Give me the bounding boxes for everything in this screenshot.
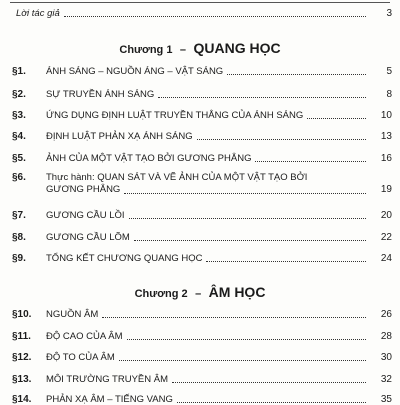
- chapter-heading-2: [0, 284, 400, 302]
- toc-entry[interactable]: [12, 210, 392, 221]
- toc-entry-number: §8.: [12, 232, 26, 243]
- dot-leader: [129, 217, 366, 219]
- toc-entry-page: 10: [380, 110, 392, 121]
- toc-entry-title: ĐỘ TO CỦA ÂM: [46, 352, 115, 363]
- toc-entry-preface[interactable]: [16, 8, 392, 19]
- toc-entry-title: SỰ TRUYỀN ÁNH SÁNG: [46, 89, 155, 100]
- toc-entry[interactable]: [12, 110, 392, 121]
- toc-entry-page: 26: [380, 309, 392, 320]
- toc-entry[interactable]: [12, 331, 392, 342]
- toc-entry[interactable]: [12, 89, 392, 100]
- chapter-label: Chương 2: [134, 288, 188, 300]
- toc-entry-number: §14.: [12, 394, 32, 405]
- toc-entry-page: 30: [380, 352, 392, 363]
- dot-leader: [206, 260, 366, 262]
- dot-leader: [227, 73, 366, 75]
- toc-entry-page: 35: [380, 394, 392, 405]
- toc-entry[interactable]: [12, 352, 392, 363]
- toc-entry-page: 3: [386, 8, 392, 19]
- toc-entry-title: ẢNH CỦA MỘT VẬT TẠO BỞI GƯƠNG PHẲNG: [46, 153, 252, 164]
- toc-entry-title-text: QUAN SÁT VÀ VẼ ẢNH CỦA MỘT VẬT TẠO BỞI: [97, 172, 308, 183]
- toc-entry-title: MÔI TRƯỜNG TRUYỀN ÂM: [46, 374, 168, 385]
- toc-entry-title: GƯƠNG CẦU LÕM: [46, 232, 130, 243]
- toc-entry[interactable]: [12, 131, 392, 142]
- toc-entry-title: PHẢN XẠ ÂM – TIẾNG VANG: [46, 394, 173, 405]
- dot-leader: [127, 338, 366, 340]
- toc-entry-number: §12.: [12, 352, 32, 363]
- toc-entry-page: 22: [380, 232, 392, 243]
- dot-leader: [255, 160, 366, 162]
- toc-entry-number: §11.: [12, 331, 31, 342]
- dot-leader: [172, 381, 366, 383]
- dot-leader: [102, 316, 366, 318]
- toc-entry[interactable]: [12, 374, 392, 385]
- toc-entry[interactable]: [12, 309, 392, 320]
- toc-entry-page: 24: [380, 253, 392, 264]
- toc-entry-page: 16: [380, 153, 392, 164]
- toc-entry-title: GƯƠNG CẦU LỒI: [46, 210, 125, 221]
- chapter-name: ÂM HỌC: [208, 284, 266, 300]
- toc-entry-title: ÁNH SÁNG – NGUỒN ÁNG – VẬT SÁNG: [46, 66, 224, 77]
- dot-leader: [307, 117, 366, 119]
- top-rule: [10, 2, 390, 3]
- toc-entry-number: §10.: [12, 309, 32, 320]
- toc-entry[interactable]: [12, 153, 392, 164]
- toc-entry-number: §7.: [12, 210, 26, 221]
- toc-entry-number: §3.: [12, 110, 26, 121]
- toc-entry-title-text: GƯƠNG PHẲNG: [46, 184, 121, 195]
- toc-entry-title: Lời tác giả: [16, 8, 60, 19]
- toc-entry-page: 32: [380, 374, 392, 385]
- chapter-heading-1: [0, 40, 400, 58]
- toc-entry-title-lead: Thực hành:: [46, 172, 95, 183]
- toc-entry[interactable]: [12, 66, 392, 77]
- toc-entry[interactable]: [12, 172, 392, 196]
- toc-entry-number: §4.: [12, 131, 26, 142]
- toc-entry[interactable]: [12, 232, 392, 243]
- toc-entry-title-line-1: [46, 172, 307, 184]
- dot-leader: [158, 96, 366, 98]
- toc-entry-title: ĐỊNH LUẬT PHẢN XẠ ÁNH SÁNG: [46, 131, 193, 142]
- toc-entry-page: 8: [386, 89, 392, 100]
- toc-entry-title-line-2: [46, 184, 370, 196]
- toc-entry-number: §13.: [12, 374, 32, 385]
- toc-entry-number: §5.: [12, 153, 26, 164]
- chapter-name: QUANG HỌC: [193, 40, 281, 56]
- toc-entry-page: 19: [380, 184, 392, 195]
- toc-entry-title: NGUỒN ÂM: [46, 309, 99, 320]
- toc-entry-page: 28: [380, 331, 392, 342]
- toc-entry-page: 20: [380, 210, 392, 221]
- toc-entry-title: ỨNG DỤNG ĐỊNH LUẬT TRUYỀN THẲNG CỦA ÁNH SÁNG: [46, 110, 304, 121]
- toc-entry-number: §9.: [12, 253, 26, 264]
- dot-leader: [119, 359, 366, 361]
- dot-leader: [197, 138, 366, 140]
- toc-entry-title: TỔNG KẾT CHƯƠNG QUANG HỌC: [46, 253, 203, 264]
- toc-entry-number: §6.: [12, 172, 26, 183]
- dot-leader: [177, 401, 366, 403]
- dot-leader: [134, 239, 366, 241]
- chapter-label: Chương 1: [119, 44, 173, 56]
- toc-entry-page: 5: [386, 66, 392, 77]
- chapter-separator: –: [195, 288, 202, 300]
- toc-entry-number: §1.: [12, 66, 26, 77]
- dot-leader: [124, 192, 366, 194]
- dot-leader: [64, 15, 366, 17]
- toc-entry-number: §2.: [12, 89, 26, 100]
- toc-entry-page: 13: [380, 131, 392, 142]
- toc-entry-title: ĐỘ CAO CỦA ÂM: [46, 331, 123, 342]
- chapter-separator: –: [179, 44, 187, 56]
- toc-entry[interactable]: [12, 253, 392, 264]
